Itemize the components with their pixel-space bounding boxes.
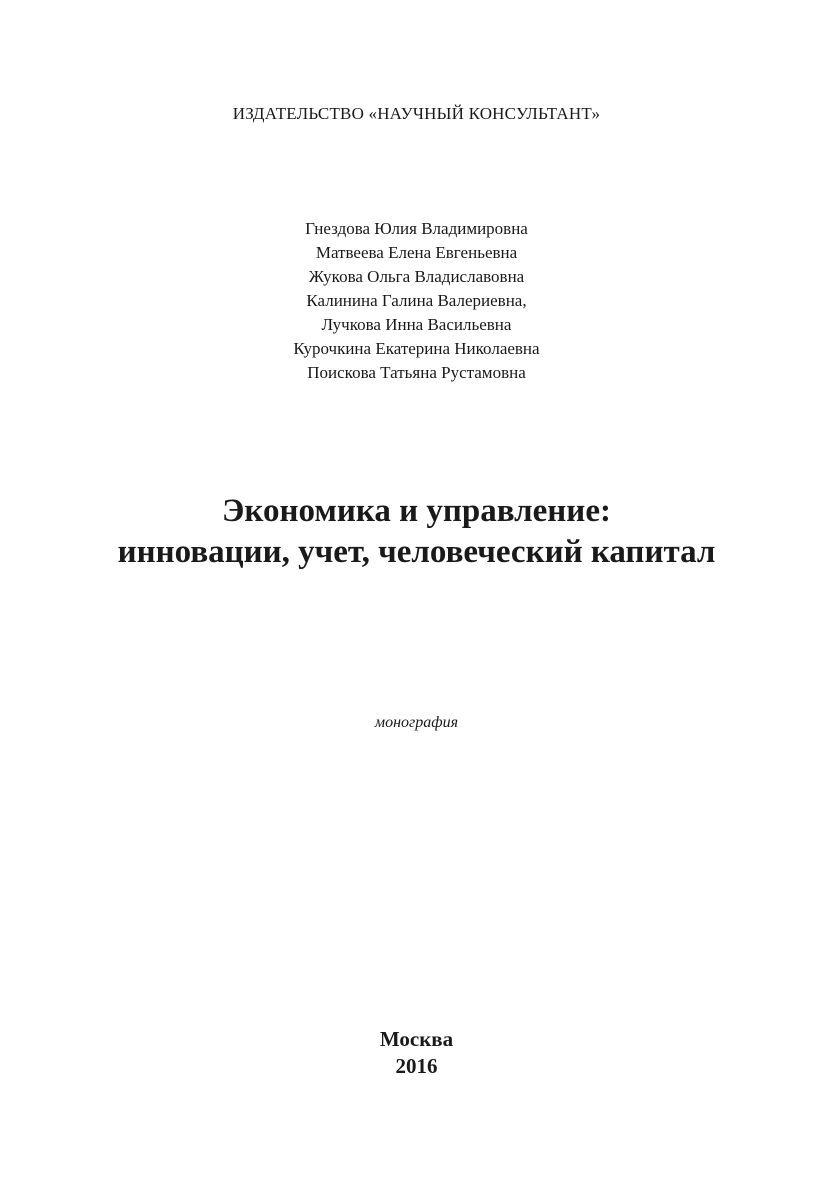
- publication-type: монография: [374, 714, 459, 731]
- author-name: Жукова Ольга Владиславовна: [308, 267, 525, 286]
- publication-city: Москва: [379, 1027, 454, 1051]
- author-name: Калинина Галина Валериевна,: [306, 291, 527, 310]
- author-name: Лучкова Инна Васильевна: [321, 315, 512, 334]
- publication-year: 2016: [395, 1054, 438, 1078]
- author-name: Матвеева Елена Евгеньевна: [315, 243, 518, 262]
- author-list: [0, 217, 833, 385]
- publisher-name: ИЗДАТЕЛЬСТВО «НАУЧНЫЙ КОНСУЛЬТАНТ»: [232, 104, 601, 123]
- book-title-line-2: инновации, учет, человеческий капитал: [117, 534, 716, 570]
- book-title-line-1: Экономика и управление:: [222, 493, 611, 529]
- author-name: Поискова Татьяна Рустамовна: [307, 363, 526, 382]
- author-name: Курочкина Екатерина Николаевна: [293, 339, 540, 358]
- author-name: Гнездова Юлия Владимировна: [305, 219, 528, 238]
- book-title: [0, 491, 833, 573]
